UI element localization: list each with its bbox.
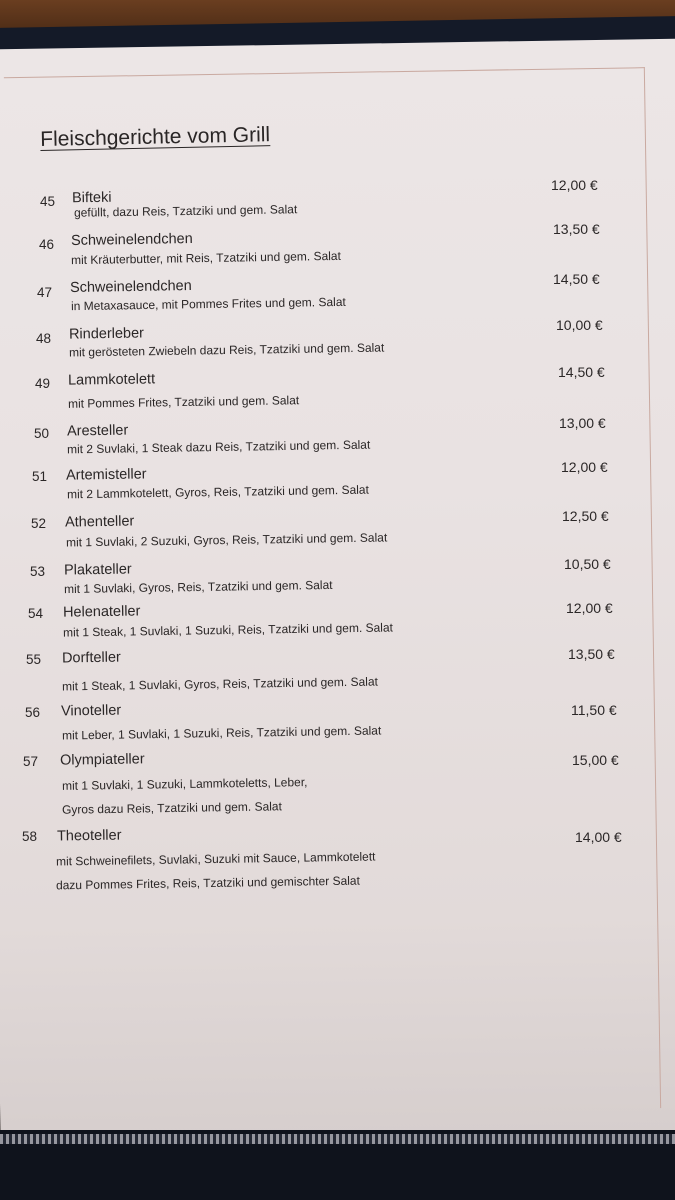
item-name: Artemisteller	[65, 466, 147, 484]
item-number: 52	[31, 516, 47, 531]
item-name: Aresteller	[66, 422, 129, 440]
item-description-line-1: mit 1 Suvlaki, 1 Suzuki, Lammkoteletts, Leber,	[61, 775, 308, 793]
item-description: gefüllt, dazu Reis, Tzatziki und gem. Salat	[73, 202, 298, 220]
item-number: 54	[28, 606, 44, 621]
item-price: 15,00 €	[572, 752, 619, 768]
item-name: Plakateller	[63, 561, 132, 579]
item-description: mit gerösteten Zwiebeln dazu Reis, Tzatziki und gem. Salat	[68, 340, 385, 360]
item-name: Schweinelendchen	[70, 231, 193, 249]
item-name: Bifteki	[71, 189, 112, 207]
section-title: Fleischgerichte vom Grill	[40, 123, 271, 151]
item-price: 10,00 €	[556, 317, 603, 333]
item-number: 50	[34, 426, 50, 441]
item-description: in Metaxasauce, mit Pommes Frites und gem. Salat	[70, 294, 346, 314]
item-description: mit 1 Steak, 1 Suvlaki, Gyros, Reis, Tzatziki und gem. Salat	[61, 674, 378, 694]
item-description: mit 1 Steak, 1 Suvlaki, 1 Suzuki, Reis, Tzatziki und gem. Salat	[62, 620, 394, 640]
item-price: 13,50 €	[553, 221, 600, 237]
item-price: 11,50 €	[571, 702, 617, 718]
item-description-line-1: mit Schweinefilets, Suvlaki, Suzuki mit Sauce, Lammkotelett	[55, 849, 376, 869]
item-number: 56	[25, 705, 41, 720]
item-description: mit 1 Suvlaki, 2 Suzuki, Gyros, Reis, Tzatziki und gem. Salat	[65, 530, 388, 550]
item-number: 46	[39, 237, 55, 252]
item-description: mit 2 Suvlaki, 1 Steak dazu Reis, Tzatziki und gem. Salat	[66, 437, 371, 457]
item-price: 12,00 €	[561, 459, 608, 475]
item-name: Schweinelendchen	[69, 278, 192, 296]
item-price: 12,00 €	[566, 600, 613, 616]
item-description: mit Leber, 1 Suvlaki, 1 Suzuki, Reis, Tzatziki und gem. Salat	[61, 723, 382, 743]
item-number: 55	[26, 652, 42, 667]
item-price: 14,00 €	[575, 829, 622, 845]
item-name: Vinoteller	[60, 702, 122, 720]
item-number: 51	[32, 469, 48, 484]
item-name: Rinderleber	[68, 325, 145, 343]
item-name: Olympiateller	[59, 751, 145, 769]
item-price: 12,50 €	[562, 508, 609, 524]
item-number: 49	[35, 376, 51, 391]
item-number: 53	[30, 564, 46, 579]
item-number: 47	[37, 285, 53, 300]
item-description: mit 1 Suvlaki, Gyros, Reis, Tzatziki und gem. Salat	[63, 577, 333, 597]
item-name: Helenateller	[62, 603, 141, 621]
item-price: 13,50 €	[568, 646, 615, 662]
item-price: 10,50 €	[564, 556, 611, 572]
item-number: 58	[22, 829, 38, 844]
item-price: 14,50 €	[558, 364, 605, 380]
item-name: Lammkotelett	[67, 371, 156, 389]
item-description: mit Kräuterbutter, mit Reis, Tzatziki und gem. Salat	[70, 248, 341, 268]
item-description: mit Pommes Frites, Tzatziki und gem. Salat	[67, 393, 300, 411]
item-description: mit 2 Lammkotelett, Gyros, Reis, Tzatziki und gem. Salat	[66, 482, 369, 502]
item-number: 57	[23, 754, 39, 769]
item-price: 14,50 €	[553, 271, 600, 287]
item-name: Dorfteller	[61, 649, 121, 667]
item-name: Theoteller	[56, 827, 122, 845]
item-number: 48	[36, 331, 52, 346]
item-price: 13,00 €	[559, 415, 606, 431]
item-name: Athenteller	[64, 513, 135, 531]
item-price: 12,00 €	[551, 177, 598, 193]
meander-border-pattern	[0, 1134, 675, 1144]
item-number: 45	[40, 194, 56, 209]
item-description-line-2: Gyros dazu Reis, Tzatziki und gem. Salat	[61, 799, 282, 817]
item-description-line-2: dazu Pommes Frites, Reis, Tzatziki und gemischter Salat	[55, 873, 360, 893]
